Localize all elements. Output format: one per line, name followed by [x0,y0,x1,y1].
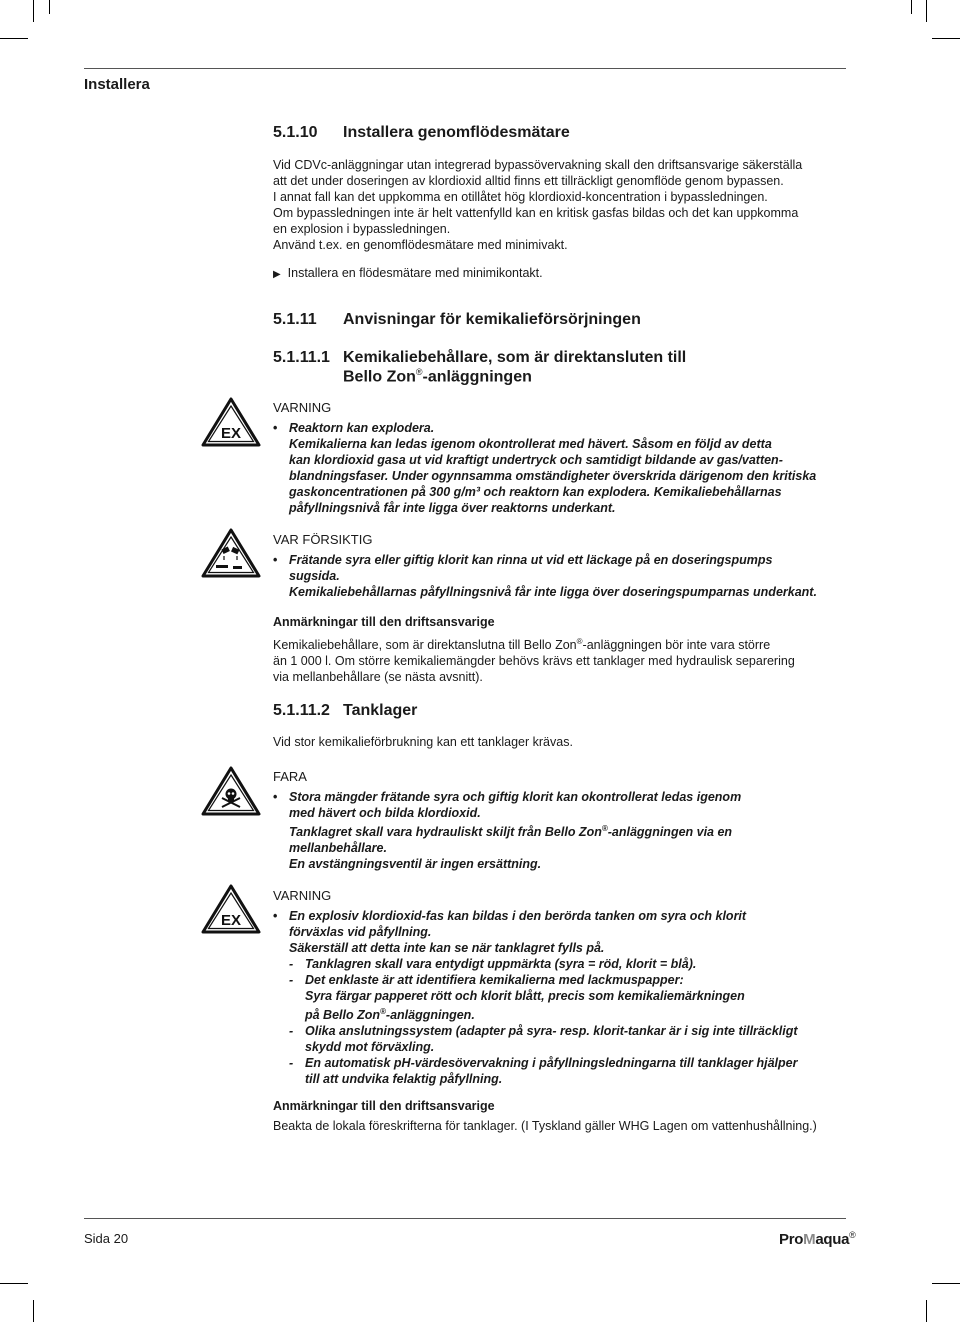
crop-mark [911,0,912,14]
warning-block-1 [273,400,863,516]
section-5-1-10 [273,124,863,283]
explosion-warning-icon [201,397,261,447]
explosion-warning-icon [201,884,261,934]
crop-mark [932,38,960,39]
page-number: Sida 20 [84,1231,129,1246]
operator-note-2 [273,1098,863,1134]
bullet-item: • En explosiv klordioxid-fas kan bildas i den berörda tanken om syra och klorit förväxlas vid påfyllning. Säkerställ att detta inte kan se när tanklagret fylls på. [273,908,863,956]
paragraph-line: Vid CDVc-anläggningar utan integrerad bypassövervakning skall den driftsansvarige säkerställa [273,158,803,172]
danger-label: FARA [273,769,307,784]
ex-label: EX [220,912,242,929]
play-arrow-icon: ▶ [273,269,281,280]
operator-note-1 [273,614,863,685]
section-title: Tanklager [343,702,418,719]
paragraph-line: Vid stor kemikalieförbrukning kan ett tanklager krävas. [273,735,573,749]
crop-mark [0,1283,28,1284]
dash-item: - Det enklaste är att identifiera kemikalierna med lackmuspapper: Syra färgar papperet rött och klorit blått, precis som kemikaliemärkningen på Bello Zon®-anläggningen. [289,973,745,1023]
caution-label: VAR FÖRSIKTIG [273,532,373,547]
promaqua-logo: ProMaqua® [779,1230,856,1248]
section-title: Kemikaliebehållare, som är direktansluten till Bello Zon®-anläggningen [343,349,687,386]
crop-mark [932,1283,960,1284]
paragraph-line: att det under doseringen av klordioxid alltid finns ett tillräckligt genomflöde genom bypassen. [273,174,784,188]
section-number: 5.1.11.1 [273,349,330,366]
caution-block [273,532,863,600]
toxic-skull-icon [201,766,261,816]
bullet-item: • Reaktorn kan explodera. Kemikalierna kan ledas igenom okontrollerat med hävert. Såsom en följd av detta kan klordioxid gasa ut vid kraftigt undertryck och samtidigt bildande av gas/vatten- blandningsfaser. Under ogynnsamma omständigheter överskrida därigenom den kritiska gaskoncentrationen på 300 g/m³ och reaktorn kan explodera. Kemikaliebehållarnas påfyllningsnivå får inte ligga över reaktorns underkant. [273,420,863,516]
paragraph-line: Om bypassledningen inte är helt vattenfylld kan en kritisk gasfas bildas och det kan uppkomma [273,206,799,220]
crop-mark [926,0,927,22]
header-rule [84,68,846,69]
section-number: 5.1.11 [273,311,317,328]
paragraph-line: en explosion i bypassledningen. [273,222,451,236]
footer-rule [84,1218,846,1219]
ex-label: EX [220,425,242,442]
corrosive-warning-icon [201,528,261,578]
section-5-1-11-1 [273,349,863,386]
dash-item: - Tanklagren skall vara entydigt uppmärkta (syra = röd, klorit = blå). [289,957,697,971]
note-label: Anmärkningar till den driftsansvarige [273,1099,495,1113]
crop-mark [33,0,34,22]
section-title: Anvisningar för kemikalieförsörjningen [343,311,641,328]
danger-block [273,769,863,872]
section-title: Installera genomflödesmätare [343,124,570,141]
paragraph-line: Beakta de lokala föreskrifterna för tanklager. (I Tyskland gäller WHG Lagen om vattenhushållning.) [273,1119,817,1133]
crop-mark [0,38,28,39]
crop-mark [33,1300,34,1322]
action-step [273,265,863,283]
dash-item: - En automatisk pH-värdesövervakning i påfyllningsledningarna till tanklager hjälper till att undvika felaktig påfyllning. [289,1056,798,1087]
crop-mark [926,1300,927,1322]
paragraph-line: Använd t.ex. en genomflödesmätare med minimivakt. [273,238,568,252]
section-5-1-11-2 [273,702,863,750]
action-text: Installera en flödesmätare med minimikontakt. [287,266,543,280]
paragraph-line: Kemikaliebehållare, som är direktanslutna till Bello Zon®-anläggningen bör inte vara större [273,637,771,653]
section-5-1-11 [273,311,863,329]
bullet-item: • Frätande syra eller giftig klorit kan rinna ut vid ett läckage på en doseringspumps sugsida. Kemikaliebehållarnas påfyllningsnivå får inte ligga över doseringspumparnas underkant. [273,552,863,600]
paragraph-line: än 1 000 l. Om större kemikaliemängder behövs krävs ett tanklager med hydraulisk separering [273,654,795,669]
dash-item: - Olika anslutningssystem (adapter på syra- resp. klorit-tankar är i sig inte tillräckligt skydd mot förväxling. [289,1024,798,1055]
crop-mark [49,0,50,14]
bullet-item: • Stora mängder frätande syra och giftig klorit kan okontrollerat ledas igenom med hävert och bilda klordioxid. Tanklagret skall vara hydrauliskt skiljt från Bello Zon®-anläggningen via en mellanbehållare. En avstängningsventil är ingen ersättning. [273,789,863,872]
note-label: Anmärkningar till den driftsansvarige [273,615,495,629]
warning-block-2 [273,888,863,1087]
section-number: 5.1.10 [273,124,318,141]
paragraph-line: I annat fall kan det uppkomma en otillåtet hög klordioxid-koncentration i bypassledningen. [273,190,768,204]
page-header-title: Installera [84,76,150,93]
paragraph-line: via mellanbehållare (se nästa avsnitt). [273,670,483,685]
section-heading [273,702,863,720]
section-heading [273,349,863,386]
warning-label: VARNING [273,400,332,415]
section-heading [273,311,863,329]
section-heading [273,124,863,142]
section-number: 5.1.11.2 [273,702,330,719]
warning-label: VARNING [273,888,332,903]
